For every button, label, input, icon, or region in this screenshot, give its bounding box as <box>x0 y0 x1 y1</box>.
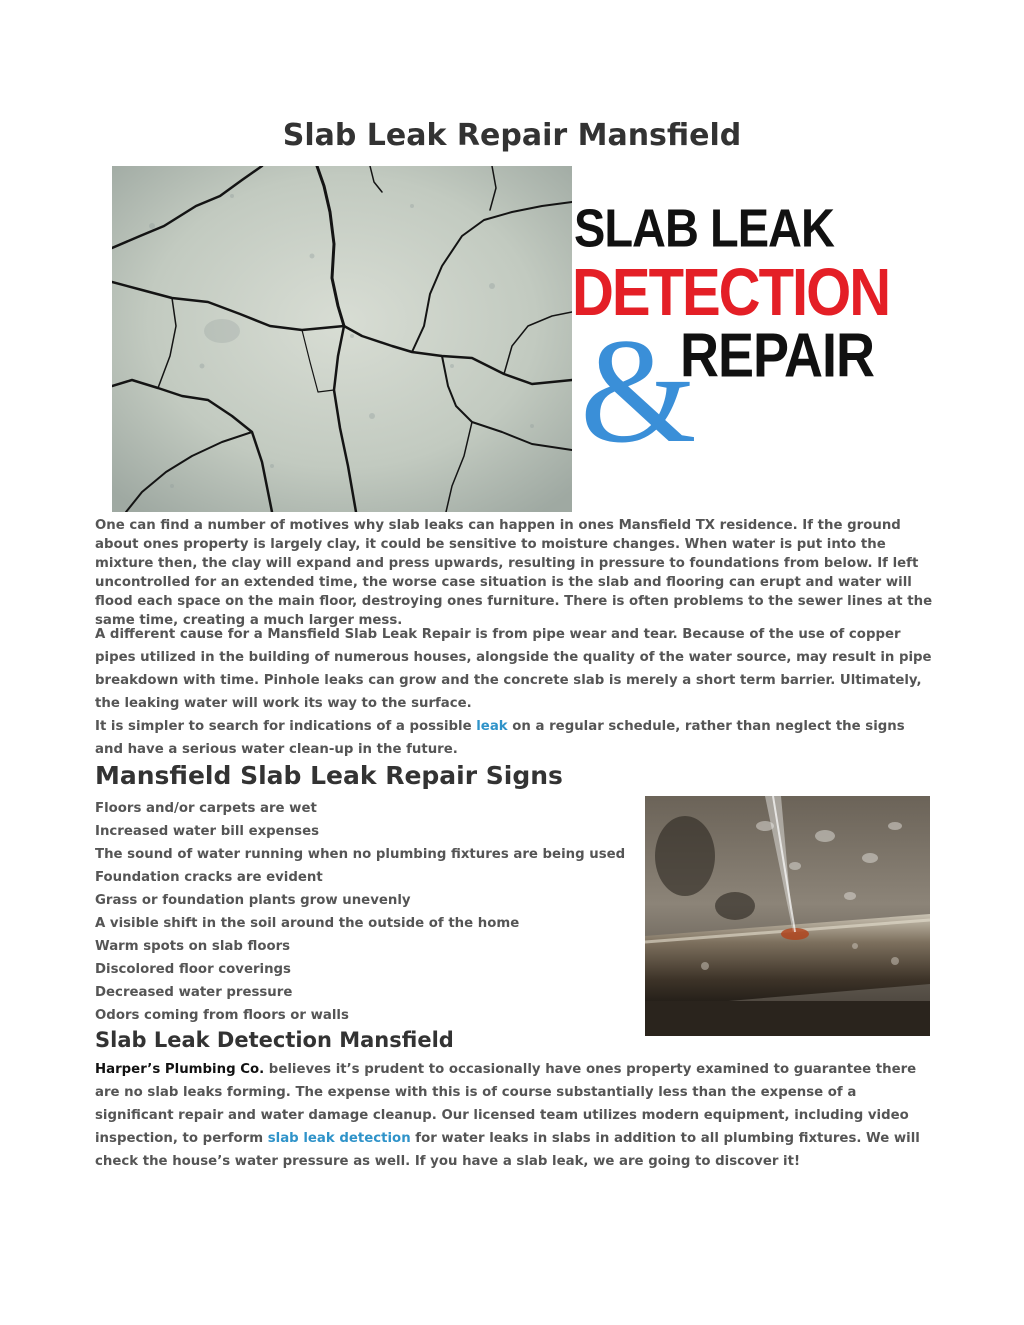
intro-paragraph-3-text: It is simpler to search for indications of a possible <box>95 719 477 734</box>
list-item: A visible shift in the soil around the outside of the home <box>95 916 520 931</box>
intro-paragraphs <box>95 623 935 761</box>
list-item: Warm spots on slab floors <box>95 939 291 954</box>
logo-detection-text: DETECTION <box>572 255 890 330</box>
logo-slab-leak-text: SLAB LEAK <box>574 197 834 259</box>
detection-text: believes it’s prudent to occasionally have ones property examined to guarantee there are no slab leaks forming. The expense with this is of course substantially less than the expense of a significant repair and water damage cleanup. Our licensed team utilizes modern equipment, including video inspection, to perform <box>95 1062 917 1146</box>
slab-leak-detection-link[interactable]: slab leak detection <box>267 1131 411 1146</box>
list-item: Grass or foundation plants grow unevenly <box>95 893 411 908</box>
slab-leak-logo <box>572 166 902 512</box>
list-item: Floors and/or carpets are wet <box>95 801 317 816</box>
slab-leak-banner-image <box>112 166 902 512</box>
leak-link[interactable]: leak <box>476 719 508 734</box>
intro-paragraph-3-text-end: on a regular schedule, rather than neglect the signs and have a serious water clean-up in the future. <box>95 719 905 757</box>
page-title: Slab Leak Repair Mansfield <box>282 118 742 153</box>
list-item: Foundation cracks are evident <box>95 870 323 885</box>
detection-paragraph <box>95 1058 935 1173</box>
signs-heading: Mansfield Slab Leak Repair Signs <box>95 761 563 790</box>
detection-text-end: for water leaks in slabs in addition to all plumbing fixtures. We will check the house’s water pressure as well. If you have a slab leak, we are going to discover it! <box>95 1131 920 1169</box>
leaking-pipe-image <box>645 796 930 1036</box>
signs-list <box>95 797 635 1027</box>
intro-paragraph-1: One can find a number of motives why slab leaks can happen in ones Mansfield TX residence. If the ground about ones property is largely clay, it could be sensitive to moisture changes. When water is put into the mixture then, the clay will expand and press upwards, resulting in pressure to foundations from below. If left uncontrolled for an extended time, the worse case situation is the slab and flooring can erupt and water will flood each space on the main floor, destroying ones furniture. There is often problems to the sewer lines at the same time, creating a much larger mess. <box>95 518 933 628</box>
list-item: The sound of water running when no plumbing fixtures are being used <box>95 847 626 862</box>
list-item: Discolored floor coverings <box>95 962 291 977</box>
intro-paragraph-2: A different cause for a Mansfield Slab Leak Repair is from pipe wear and tear. Because of the use of copper pipes utilized in the building of numerous houses, alongside the quality of the water source, may result in pipe breakdown with time. Pinhole leaks can grow and the concrete slab is merely a short term barrier. Ultimately, the leaking water will work its way to the surface. <box>95 627 932 711</box>
list-item: Increased water bill expenses <box>95 824 320 839</box>
list-item: Odors coming from floors or walls <box>95 1008 349 1023</box>
intro-paragraph-3 <box>95 715 935 761</box>
logo-repair-text: REPAIR <box>680 321 875 391</box>
company-name: Harper’s Plumbing Co. <box>95 1062 265 1077</box>
cracked-concrete-image <box>112 166 572 512</box>
detection-heading: Slab Leak Detection Mansfield <box>95 1028 454 1052</box>
list-item: Decreased water pressure <box>95 985 293 1000</box>
logo-ampersand: & <box>580 308 697 474</box>
